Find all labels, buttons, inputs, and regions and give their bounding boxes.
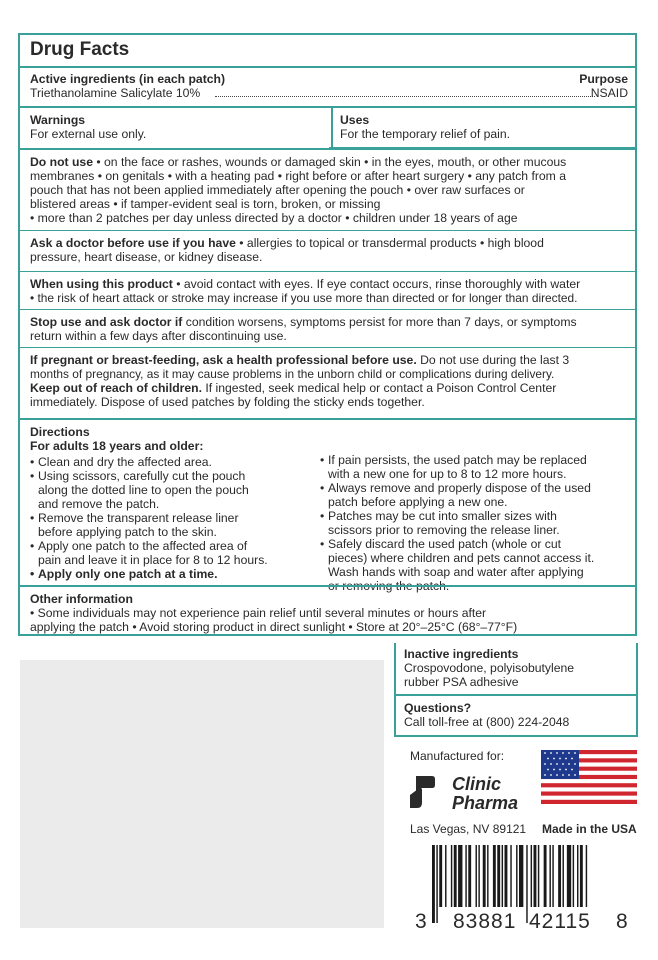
barcode-bar: [519, 845, 523, 907]
barcode-bar: [573, 845, 574, 907]
list-line: • If pain persists, the used patch may be replaced: [328, 453, 587, 467]
list-line: • Always remove and properly dispose of the used: [328, 481, 591, 495]
other-info-section: [20, 585, 635, 636]
ask-doctor-lead: Ask a doctor before use if you have: [30, 236, 236, 250]
us-flag-icon: [541, 750, 637, 804]
barcode-bar: [580, 845, 583, 907]
clinic-pharma-logo-icon: [408, 775, 436, 811]
keep-out-line: immediately. Dispose of used patches by folding the sticky ends together.: [30, 395, 425, 409]
active-ingredient: Triethanolamine Salicylate 10%: [30, 86, 201, 100]
barcode-bar: [432, 845, 435, 923]
warnings-heading: Warnings: [30, 113, 86, 127]
do-not-use-line: pouch that has not been applied immediately after opening the pouch • over raw surfaces or: [30, 183, 525, 197]
barcode-bar: [531, 845, 532, 907]
list-line: or removing the patch.: [328, 579, 450, 593]
directions-heading: Directions: [30, 425, 90, 439]
list-line: • Remove the transparent release liner: [38, 511, 239, 525]
when-using-line: • the risk of heart attack or stroke may increase if you use more than directed or for longer than directed.: [30, 291, 578, 305]
other-info-heading: Other information: [30, 592, 133, 606]
list-item: [30, 539, 312, 567]
barcode-digits-left: 83881: [453, 910, 517, 933]
uses-heading: Uses: [340, 113, 370, 127]
brand-line: Pharma: [452, 793, 519, 813]
list-line: scissors prior to removing the release liner.: [328, 523, 560, 537]
stop-use-line: condition worsens, symptoms persist for more than 7 days, or symptoms: [182, 315, 577, 329]
questions-heading: Questions?: [404, 701, 472, 715]
directions-subheading: For adults 18 years and older:: [30, 439, 204, 453]
do-not-use-line: membranes • on genitals • with a heating pad • right before or after heart surgery • any patch from a: [30, 169, 566, 183]
pregnancy-line: Do not use during the last 3: [416, 353, 570, 367]
active-ingredients-heading: Active ingredients (in each patch): [30, 72, 226, 86]
list-line: • Apply only one patch at a time.: [38, 567, 218, 581]
barcode-bar: [439, 845, 442, 907]
brand-name: [452, 775, 518, 813]
do-not-use-lead: Do not use: [30, 155, 93, 169]
purpose-heading: Purpose: [579, 72, 628, 86]
barcode-digit: 3: [415, 910, 427, 933]
list-line: patch before applying a new one.: [328, 495, 508, 509]
stop-use-lead: Stop use and ask doctor if: [30, 315, 183, 329]
ask-doctor-line: pressure, heart disease, or kidney disease.: [30, 250, 263, 264]
barcode-bar: [483, 845, 486, 907]
barcode-bar: [563, 845, 564, 907]
directions-right-list: [320, 453, 632, 593]
barcode-bar: [586, 845, 587, 907]
pregnancy-lead: If pregnant or breast-feeding, ask a health professional before use.: [30, 353, 417, 367]
list-line: Wash hands with soap and water after applying: [328, 565, 584, 579]
questions-text: Call toll-free at (800) 224-2048: [404, 715, 570, 729]
page-title: Drug Facts: [30, 39, 130, 60]
directions-section: [20, 418, 635, 593]
when-using-lead: When using this product: [30, 277, 173, 291]
pregnancy-section: [20, 347, 635, 419]
inactive-line: Crospovodone, polyisobutylene: [404, 661, 575, 675]
stop-use-section: [20, 309, 635, 349]
do-not-use-section: [20, 148, 635, 230]
manufacturer-location: Las Vegas, NV 89121: [410, 822, 527, 836]
barcode-bar: [436, 845, 437, 923]
divider: [331, 108, 333, 150]
list-item: [30, 455, 312, 469]
warnings-text: For external use only.: [30, 127, 147, 141]
list-line: • Safely discard the used patch (whole or cut: [328, 537, 562, 551]
list-line: pieces) where children and pets cannot access it.: [328, 551, 595, 565]
pregnancy-line: months of pregnancy, as it may cause problems in the unborn child or complications during delivery.: [30, 367, 555, 381]
divider: [396, 694, 636, 696]
list-item: [320, 453, 632, 481]
keep-out-lead: Keep out of reach of children.: [30, 381, 202, 395]
other-info-line: applying the patch • Avoid storing product in direct sunlight • Store at 20°–25°C (68°–77°F): [30, 620, 518, 634]
barcode-bar: [526, 845, 527, 923]
barcode-bar: [549, 845, 550, 907]
ask-doctor-line: • allergies to topical or transdermal products • high blood: [235, 236, 544, 250]
list-item: [320, 481, 632, 509]
purpose-value: NSAID: [590, 86, 628, 100]
list-item: [320, 509, 632, 537]
other-info-line: • Some individuals may not experience pain relief until several minutes or hours after: [30, 606, 487, 620]
leader-dots: [215, 96, 595, 97]
when-using-section: [20, 271, 635, 311]
barcode-bar: [493, 845, 496, 907]
keep-out-line: If ingested, seek medical help or contact a Poison Control Center: [202, 381, 557, 395]
inactive-heading: Inactive ingredients: [404, 647, 519, 661]
list-line: along the dotted line to open the pouch: [38, 483, 249, 497]
barcode-bar: [487, 845, 488, 907]
list-line: before applying patch to the skin.: [38, 525, 217, 539]
barcode-bar: [497, 845, 500, 907]
barcode-bar: [451, 845, 452, 907]
barcode-bar: [552, 845, 553, 907]
barcode-bar: [476, 845, 477, 907]
barcode-bar: [468, 845, 471, 907]
barcode-bar: [465, 845, 466, 907]
barcode-digits-right: 42115: [529, 910, 591, 933]
do-not-use-line: blistered areas • if tamper-evident seal is torn, broken, or missing: [30, 197, 381, 211]
barcode-bar: [445, 845, 446, 907]
blank-label-area: [20, 660, 384, 928]
uses-text: For the temporary relief of pain.: [340, 127, 511, 141]
manufactured-for-label: Manufactured for:: [410, 749, 505, 763]
do-not-use-line: • on the face or rashes, wounds or damaged skin • in the eyes, mouth, or other mucous: [92, 155, 567, 169]
stop-use-line: return within a few days after discontinuing use.: [30, 329, 287, 343]
barcode-bar: [538, 845, 539, 907]
barcode-bar: [505, 845, 508, 907]
list-line: with a new one for up to 8 to 12 more hours.: [328, 467, 567, 481]
list-item: [30, 469, 312, 511]
barcode-bar: [534, 845, 537, 907]
barcode-bar: [478, 845, 479, 907]
list-line: • Using scissors, carefully cut the pouch: [38, 469, 246, 483]
list-item: [30, 567, 312, 581]
barcode-bar: [567, 845, 571, 907]
barcode-bar: [516, 845, 517, 907]
barcode-bar: [577, 845, 578, 907]
barcode-bar: [544, 845, 547, 907]
directions-left-list: [30, 455, 312, 581]
list-line: and remove the patch.: [38, 497, 160, 511]
list-item: [30, 511, 312, 539]
inactive-line: rubber PSA adhesive: [404, 675, 519, 689]
list-line: • Apply one patch to the affected area of: [38, 539, 248, 553]
barcode-bar: [502, 845, 503, 907]
when-using-line: • avoid contact with eyes. If eye contact occurs, rinse thoroughly with water: [172, 277, 581, 291]
ask-doctor-section: [20, 230, 635, 272]
list-line: pain and leave it in place for 8 to 12 hours.: [38, 553, 268, 567]
warnings-uses-row: [20, 106, 635, 150]
barcode-bar: [458, 845, 462, 907]
brand-line: Clinic: [452, 774, 502, 794]
barcode-bar: [454, 845, 457, 907]
drug-facts-panel: [18, 33, 637, 636]
list-line: • Patches may be cut into smaller sizes with: [328, 509, 557, 523]
barcode-bar: [558, 845, 561, 907]
made-in-usa: Made in the USA: [542, 822, 637, 836]
barcode-bar: [510, 845, 511, 907]
do-not-use-line: • more than 2 patches per day unless directed by a doctor • children under 18 years of age: [30, 211, 518, 225]
list-line: • Clean and dry the affected area.: [38, 455, 212, 469]
inactive-questions-box: [394, 643, 638, 737]
barcode-digit: 8: [616, 910, 628, 933]
